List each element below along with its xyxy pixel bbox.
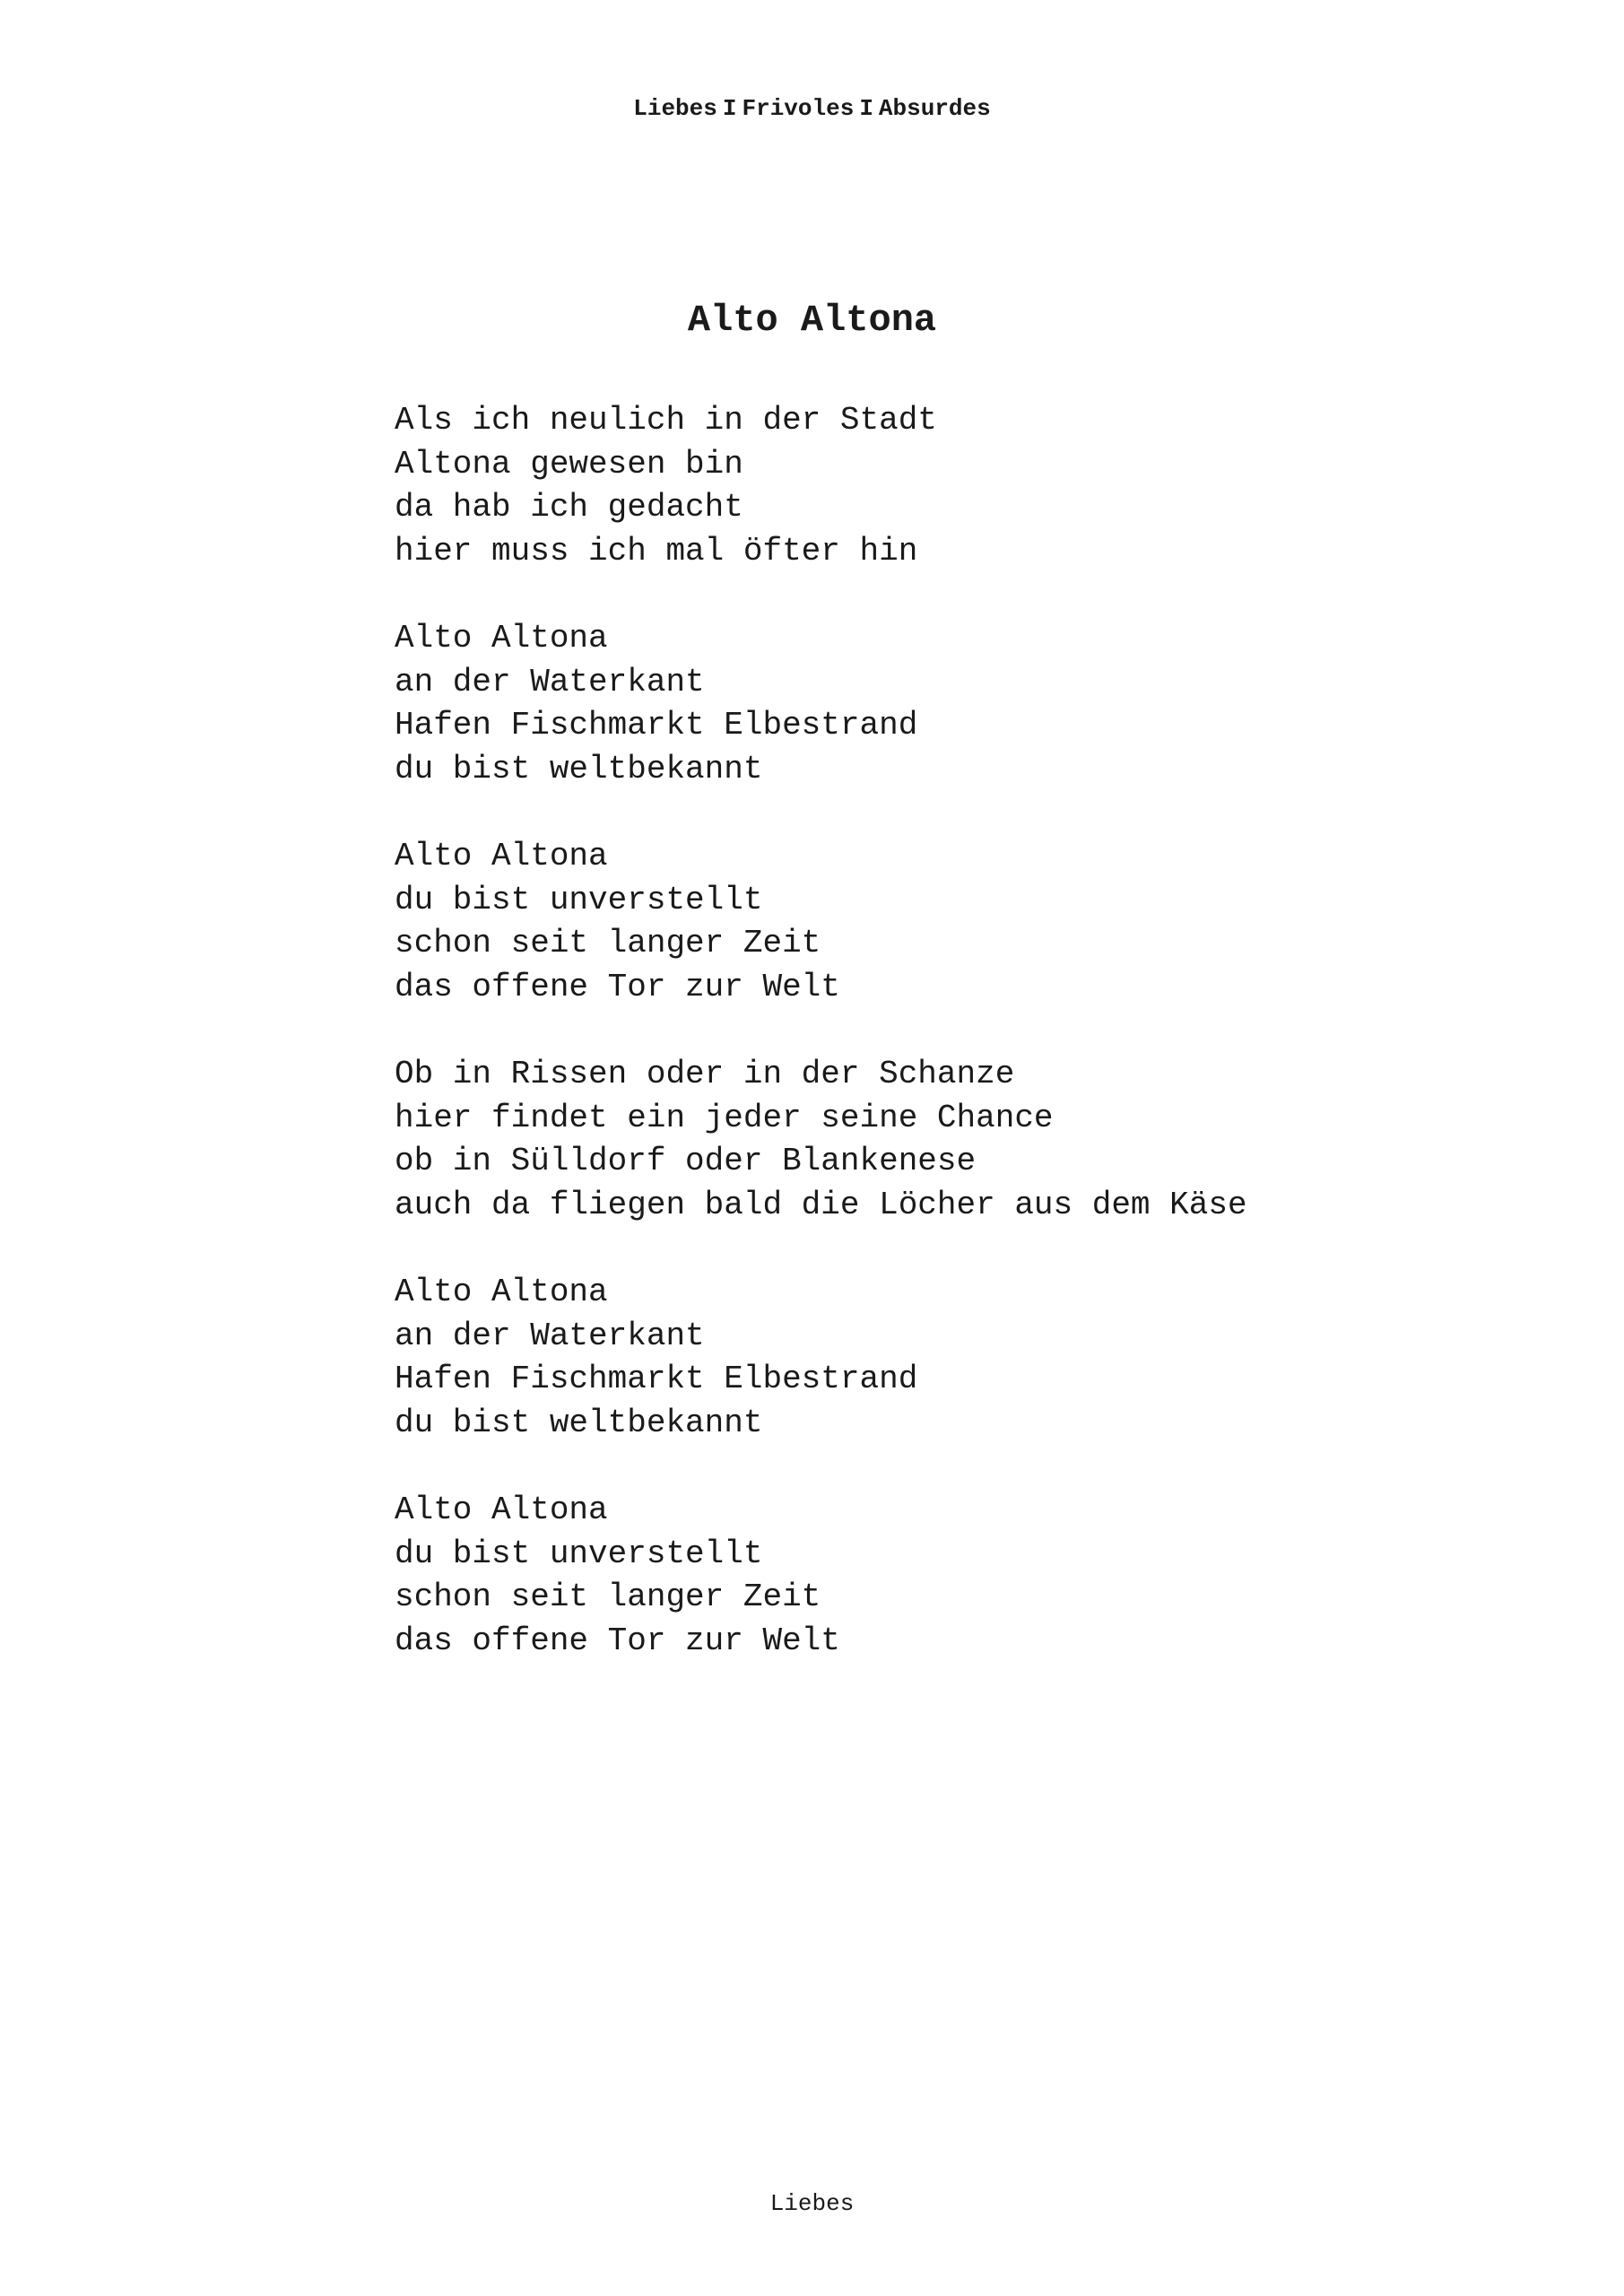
poem-line: auch da fliegen bald die Löcher aus dem Käse [395, 1186, 1247, 1223]
poem-line: das offene Tor zur Welt [395, 968, 840, 1005]
poem-line: Hafen Fischmarkt Elbestrand [395, 707, 918, 744]
poem-line: an der Waterkant [395, 1317, 705, 1354]
header-separator: I [859, 95, 873, 122]
poem-line: du bist unverstellt [395, 1535, 763, 1572]
stanza [395, 1271, 1560, 1445]
poem-line: Alto Altona [395, 620, 608, 657]
poem-line: Alto Altona [395, 1492, 608, 1528]
poem-line: schon seit langer Zeit [395, 925, 821, 961]
header-item-absurdes: Absurdes [878, 95, 991, 122]
poem-line: du bist unverstellt [395, 881, 763, 918]
stanza [395, 617, 1560, 791]
poem-line: Alto Altona [395, 1274, 608, 1310]
poem-line: ob in Sülldorf oder Blankenese [395, 1143, 977, 1179]
header-separator: I [722, 95, 737, 122]
poem-line: Als ich neulich in der Stadt [395, 402, 937, 439]
poem-title: Alto Altona [687, 299, 937, 342]
poem-line: Altona gewesen bin [395, 445, 743, 483]
poem-line: Ob in Rissen oder in der Schanze [395, 1056, 1015, 1092]
poem-line: hier muss ich mal öfter hin [395, 532, 918, 570]
poem-line: Hafen Fischmarkt Elbestrand [395, 1361, 918, 1397]
poem-line: du bist weltbekannt [395, 1404, 763, 1441]
poem-line: an der Waterkant [395, 663, 705, 700]
running-header [0, 95, 1624, 122]
stanza [395, 399, 1560, 573]
poem-line: Alto Altona [395, 838, 608, 874]
poem-line: du bist weltbekannt [395, 750, 763, 787]
header-item-frivoles: Frivoles [742, 95, 855, 122]
header-item-liebes: Liebes [633, 95, 717, 122]
poem-body [395, 399, 1560, 1707]
poem-line: das offene Tor zur Welt [395, 1622, 840, 1659]
poem-line: schon seit langer Zeit [395, 1578, 821, 1615]
page-footer: Liebes [769, 2190, 855, 2217]
poem-line: da hab ich gedacht [395, 489, 743, 526]
poem-line: hier findet ein jeder seine Chance [395, 1099, 1054, 1136]
stanza [395, 1053, 1560, 1227]
stanza [395, 1489, 1560, 1663]
stanza [395, 835, 1560, 1009]
